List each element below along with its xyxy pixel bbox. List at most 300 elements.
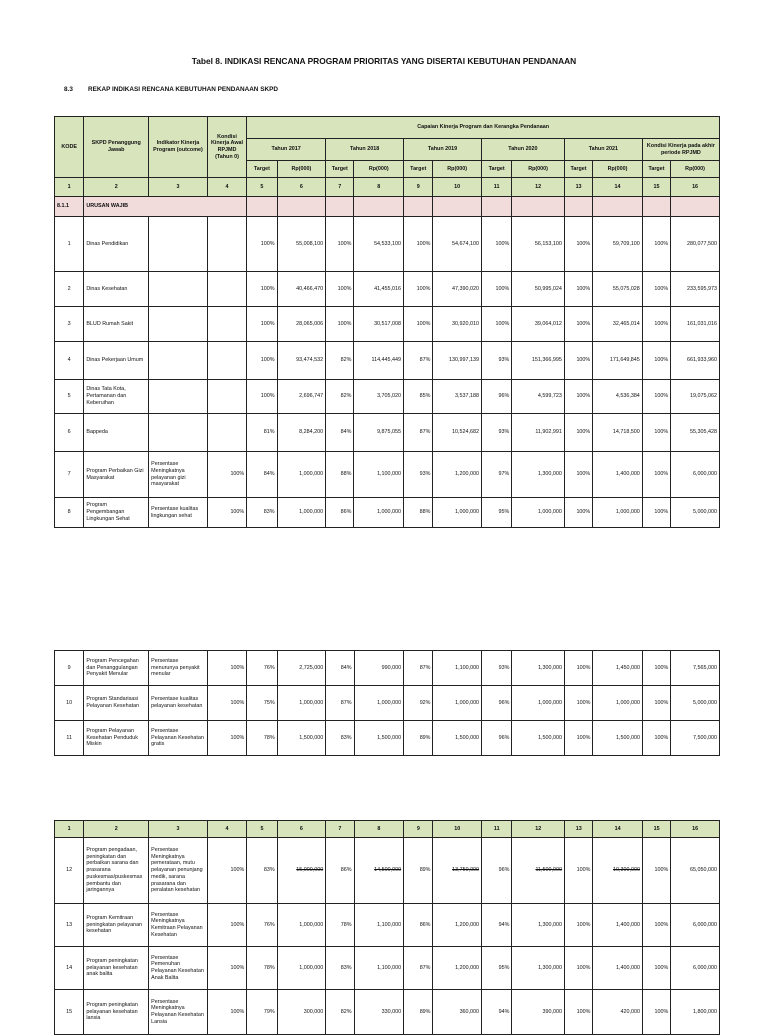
- budget-cell: 390,000: [512, 990, 565, 1035]
- column-number: 12: [512, 821, 565, 838]
- header-rp: Rp(000): [354, 161, 404, 178]
- header-capaian: Capaian Kinerja Program dan Kerangka Pendanaan: [247, 117, 720, 139]
- table-row: [55, 498, 720, 528]
- target-cell: 100%: [565, 904, 593, 947]
- target-cell: 83%: [247, 838, 277, 904]
- target-cell: 100%: [642, 651, 670, 686]
- header-year-2020: Tahun 2020: [481, 139, 564, 161]
- target-cell: 82%: [326, 380, 354, 414]
- budget-cell: 114,445,449: [354, 342, 404, 380]
- table-row: [55, 651, 720, 686]
- column-number: 14: [593, 178, 643, 197]
- target-cell: 100%: [565, 838, 593, 904]
- budget-cell: 11,902,991: [512, 414, 565, 452]
- skpd-cell: Program peningkatan pelayanan kesehatan anak balita: [84, 947, 149, 990]
- target-cell: 100%: [565, 990, 593, 1035]
- column-number: 5: [247, 178, 277, 197]
- target-cell: 81%: [247, 414, 277, 452]
- budget-cell: 56,153,100: [512, 217, 565, 272]
- column-number: 15: [642, 178, 670, 197]
- indicator-cell: Persentase menurunya penyakit menular: [149, 651, 208, 686]
- column-number: 3: [149, 821, 208, 838]
- target-cell: 100%: [247, 342, 277, 380]
- row-number: 6: [55, 414, 84, 452]
- budget-cell: 1,000,000: [277, 498, 326, 528]
- budget-cell: 1,100,000: [354, 947, 404, 990]
- target-cell: 100%: [642, 307, 670, 342]
- baseline-cell: [207, 307, 246, 342]
- target-cell: 100%: [642, 414, 670, 452]
- header-target: Target: [404, 161, 433, 178]
- target-cell: 83%: [326, 721, 354, 756]
- target-cell: 85%: [404, 380, 433, 414]
- target-cell: 96%: [482, 838, 512, 904]
- table-row: [55, 904, 720, 947]
- budget-cell: 19,075,062: [671, 380, 720, 414]
- row-number: 11: [55, 721, 84, 756]
- row-number: 13: [55, 904, 84, 947]
- target-cell: 100%: [247, 272, 277, 307]
- row-number: 10: [55, 686, 84, 721]
- budget-cell: 1,000,000: [593, 686, 643, 721]
- indicator-cell: Persentase Pelayanan Kesehatan gratis: [149, 721, 208, 756]
- row-number: 4: [55, 342, 84, 380]
- indicator-cell: Persentase Pemenuhan Pelayanan Kesehatan Anak Balita: [149, 947, 208, 990]
- budget-cell: 6,000,000: [671, 904, 720, 947]
- skpd-cell: Program Kemitraan peningkatan pelayanan kesehatan: [84, 904, 149, 947]
- table-row: [55, 342, 720, 380]
- row-number: 7: [55, 452, 84, 498]
- baseline-cell: [207, 217, 246, 272]
- budget-cell: 1,000,000: [512, 498, 565, 528]
- target-cell: 100%: [564, 414, 592, 452]
- target-cell: 100%: [565, 686, 593, 721]
- baseline-cell: 100%: [207, 452, 246, 498]
- table-row: [55, 947, 720, 990]
- row-number: 12: [55, 838, 84, 904]
- target-cell: 82%: [326, 342, 354, 380]
- budget-cell: 15,000,000: [277, 838, 326, 904]
- budget-cell: 1,100,000: [354, 904, 404, 947]
- budget-cell: 1,000,000: [433, 498, 482, 528]
- header-rp: Rp(000): [593, 161, 643, 178]
- target-cell: 97%: [481, 452, 511, 498]
- target-cell: 83%: [247, 498, 277, 528]
- target-cell: 84%: [326, 414, 354, 452]
- target-cell: 93%: [404, 452, 433, 498]
- target-cell: 76%: [247, 904, 277, 947]
- target-cell: 83%: [326, 947, 354, 990]
- header-rp: Rp(000): [433, 161, 482, 178]
- target-cell: 92%: [404, 686, 433, 721]
- table-row: [55, 452, 720, 498]
- budget-cell: 1,500,000: [433, 721, 482, 756]
- target-cell: 96%: [481, 380, 511, 414]
- target-cell: 76%: [247, 651, 277, 686]
- budget-cell: 7,500,000: [671, 721, 720, 756]
- budget-cell: 40,466,470: [277, 272, 326, 307]
- target-cell: 100%: [404, 272, 433, 307]
- target-cell: 94%: [482, 904, 512, 947]
- target-cell: 100%: [564, 380, 592, 414]
- baseline-cell: [207, 342, 246, 380]
- header-kondisi-awal: Kondisi Kinerja Awal RPJMD (Tahun 0): [207, 117, 246, 178]
- row-number: 2: [55, 272, 84, 307]
- column-number: 3: [149, 178, 208, 197]
- target-cell: 93%: [482, 651, 512, 686]
- budget-cell: 93,474,532: [277, 342, 326, 380]
- skpd-cell: Dinas Pekerjaan Umum: [84, 342, 149, 380]
- column-number: 6: [277, 821, 326, 838]
- row-number: 1: [55, 217, 84, 272]
- target-cell: 88%: [404, 498, 433, 528]
- target-cell: 100%: [404, 217, 433, 272]
- skpd-cell: Program Standarisasi Pelayanan Kesehatan: [84, 686, 149, 721]
- column-number: 5: [247, 821, 277, 838]
- header-skpd: SKPD Penanggung Jawab: [84, 117, 149, 178]
- header-kondisi-akhir: Kondisi Kinerja pada akhir periode RPJMD: [642, 139, 719, 161]
- column-number: 14: [593, 821, 643, 838]
- column-number: 8: [354, 821, 404, 838]
- budget-cell: 161,031,016: [671, 307, 720, 342]
- target-cell: 86%: [404, 904, 433, 947]
- target-cell: 100%: [564, 342, 592, 380]
- budget-cell: 1,000,000: [433, 686, 482, 721]
- budget-cell: 54,533,100: [354, 217, 404, 272]
- budget-cell: 171,649,845: [593, 342, 643, 380]
- budget-cell: 11,500,000: [512, 838, 565, 904]
- target-cell: 86%: [326, 838, 354, 904]
- column-number: 13: [565, 821, 593, 838]
- skpd-cell: Program Pencegahan dan Penanggulangan Penyakit Menular: [84, 651, 149, 686]
- table-continued: [54, 650, 720, 756]
- target-cell: 100%: [564, 307, 592, 342]
- row-number: 5: [55, 380, 84, 414]
- target-cell: 100%: [564, 272, 592, 307]
- baseline-cell: 100%: [207, 498, 246, 528]
- budget-cell: 661,933,960: [671, 342, 720, 380]
- target-cell: 87%: [404, 947, 433, 990]
- budget-cell: 5,000,000: [671, 498, 720, 528]
- budget-cell: 1,800,000: [671, 990, 720, 1035]
- target-cell: 100%: [564, 217, 592, 272]
- column-number: 16: [671, 821, 720, 838]
- column-number: 9: [404, 821, 433, 838]
- target-cell: 100%: [642, 721, 670, 756]
- target-cell: 100%: [481, 272, 511, 307]
- target-cell: 100%: [642, 904, 670, 947]
- indicator-cell: Persentase Meningkatnya pemerataan, mutu pelayanan penunjang medik, sarana prasarana dan peralatan kesehatan: [149, 838, 208, 904]
- budget-cell: 4,599,723: [512, 380, 565, 414]
- budget-cell: 28,065,006: [277, 307, 326, 342]
- budget-cell: 1,300,000: [512, 904, 565, 947]
- table-row: [55, 838, 720, 904]
- budget-cell: 1,500,000: [277, 721, 326, 756]
- budget-cell: 10,524,682: [433, 414, 482, 452]
- column-number: 7: [326, 178, 354, 197]
- target-cell: 84%: [247, 452, 277, 498]
- column-number: 11: [481, 178, 511, 197]
- budget-cell: 4,536,384: [593, 380, 643, 414]
- budget-cell: 1,000,000: [277, 947, 326, 990]
- budget-cell: 1,500,000: [593, 721, 643, 756]
- row-number: 8: [55, 498, 84, 528]
- baseline-cell: 100%: [207, 947, 246, 990]
- baseline-cell: 100%: [207, 838, 246, 904]
- budget-cell: 55,305,428: [671, 414, 720, 452]
- baseline-cell: 100%: [207, 686, 246, 721]
- budget-cell: 1,200,000: [433, 904, 482, 947]
- target-cell: 100%: [565, 947, 593, 990]
- budget-cell: 9,875,055: [354, 414, 404, 452]
- target-cell: 86%: [326, 498, 354, 528]
- column-number: 2: [84, 821, 149, 838]
- budget-cell: 1,200,000: [433, 452, 482, 498]
- target-cell: 87%: [404, 414, 433, 452]
- budget-cell: 6,000,000: [671, 947, 720, 990]
- target-cell: 87%: [326, 686, 354, 721]
- indicator-cell: Persentase kualitas lingkungan sehat: [149, 498, 208, 528]
- budget-cell: 30,517,008: [354, 307, 404, 342]
- budget-cell: 1,500,000: [354, 721, 404, 756]
- budget-cell: 32,465,014: [593, 307, 643, 342]
- budget-cell: 151,366,995: [512, 342, 565, 380]
- target-cell: 100%: [326, 217, 354, 272]
- target-cell: 100%: [642, 838, 670, 904]
- skpd-cell: Program pengadaan, peningkatan dan perbaikan sarana dan prasarana puskesmas/puskesmas pembantu dan jaringannya: [84, 838, 149, 904]
- column-number: 1: [55, 178, 84, 197]
- target-cell: 100%: [642, 452, 670, 498]
- budget-cell: 8,284,200: [277, 414, 326, 452]
- row-number: 3: [55, 307, 84, 342]
- target-cell: 100%: [642, 947, 670, 990]
- header-kode: KODE: [55, 117, 84, 178]
- header-target: Target: [326, 161, 354, 178]
- skpd-cell: BLUD Rumah Sakit: [84, 307, 149, 342]
- column-number: 4: [207, 821, 246, 838]
- budget-cell: 1,300,000: [512, 452, 565, 498]
- budget-cell: 10,300,000: [593, 838, 643, 904]
- baseline-cell: [207, 272, 246, 307]
- budget-cell: 1,000,000: [277, 904, 326, 947]
- table-row: [55, 414, 720, 452]
- budget-cell: 330,000: [354, 990, 404, 1035]
- header-target: Target: [564, 161, 592, 178]
- indicator-cell: [149, 217, 208, 272]
- budget-cell: 5,000,000: [671, 686, 720, 721]
- budget-cell: 1,000,000: [512, 686, 565, 721]
- budget-cell: 6,000,000: [671, 452, 720, 498]
- budget-cell: 65,050,000: [671, 838, 720, 904]
- header-year-2021: Tahun 2021: [564, 139, 642, 161]
- indicator-cell: Persentase Meningkatnya Pelayanan Kesehatan Lansia: [149, 990, 208, 1035]
- indicator-cell: Persentase Meningkatnya pelayanan gizi masyarakat: [149, 452, 208, 498]
- row-number: 14: [55, 947, 84, 990]
- budget-cell: 2,725,000: [277, 651, 326, 686]
- budget-cell: 1,300,000: [512, 947, 565, 990]
- budget-cell: 1,000,000: [354, 686, 404, 721]
- budget-cell: 1,500,000: [512, 721, 565, 756]
- column-number: 10: [433, 821, 482, 838]
- budget-cell: 50,995,024: [512, 272, 565, 307]
- budget-cell: 1,200,000: [433, 947, 482, 990]
- indicator-cell: Persentase Meningkatnya Kemitraan Pelayanan Kesehatan: [149, 904, 208, 947]
- indicator-cell: [149, 272, 208, 307]
- target-cell: 82%: [326, 990, 354, 1035]
- target-cell: 89%: [404, 990, 433, 1035]
- budget-cell: 233,595,973: [671, 272, 720, 307]
- column-number: 7: [326, 821, 354, 838]
- budget-cell: 1,400,000: [593, 904, 643, 947]
- target-cell: 100%: [247, 307, 277, 342]
- target-cell: 75%: [247, 686, 277, 721]
- baseline-cell: [207, 380, 246, 414]
- target-cell: 78%: [326, 904, 354, 947]
- indicator-cell: [149, 380, 208, 414]
- budget-cell: 360,000: [433, 990, 482, 1035]
- column-number: 12: [512, 178, 565, 197]
- target-cell: 95%: [481, 498, 511, 528]
- budget-cell: 14,718,500: [593, 414, 643, 452]
- column-number: 9: [404, 178, 433, 197]
- budget-cell: 280,077,500: [671, 217, 720, 272]
- section-text: REKAP INDIKASI RENCANA KEBUTUHAN PENDANAAN SKPD: [88, 86, 278, 93]
- row-number: 15: [55, 990, 84, 1035]
- header-rp: Rp(000): [277, 161, 326, 178]
- skpd-cell: Dinas Tata Kota, Pertamanan dan Keberuihan: [84, 380, 149, 414]
- column-number: 8: [354, 178, 404, 197]
- column-number: 13: [564, 178, 592, 197]
- target-cell: 78%: [247, 947, 277, 990]
- urusan-kode: 8.1.1: [55, 197, 84, 217]
- header-rp: Rp(000): [512, 161, 565, 178]
- target-cell: 100%: [642, 217, 670, 272]
- column-number: 15: [642, 821, 670, 838]
- target-cell: 87%: [404, 651, 433, 686]
- budget-cell: 47,390,020: [433, 272, 482, 307]
- budget-cell: 1,000,000: [277, 686, 326, 721]
- target-cell: 93%: [481, 414, 511, 452]
- column-number: 4: [207, 178, 246, 197]
- table-row: [55, 272, 720, 307]
- budget-cell: 59,709,100: [593, 217, 643, 272]
- budget-cell: 30,920,010: [433, 307, 482, 342]
- budget-cell: 13,750,000: [433, 838, 482, 904]
- target-cell: 78%: [247, 721, 277, 756]
- target-cell: 89%: [404, 721, 433, 756]
- indicator-cell: [149, 414, 208, 452]
- page-title: Tabel 8. INDIKASI RENCANA PROGRAM PRIORITAS YANG DISERTAI KEBUTUHAN PENDANAAN: [191, 56, 577, 66]
- budget-cell: 1,450,000: [593, 651, 643, 686]
- target-cell: 100%: [481, 307, 511, 342]
- table-row: [55, 217, 720, 272]
- target-cell: 87%: [404, 342, 433, 380]
- skpd-cell: Program Perbaikan Gizi Masyarakat: [84, 452, 149, 498]
- table-continued-2: [54, 820, 720, 1035]
- budget-cell: 1,400,000: [593, 947, 643, 990]
- header-target: Target: [642, 161, 670, 178]
- budget-cell: 3,705,020: [354, 380, 404, 414]
- column-number: 6: [277, 178, 326, 197]
- target-cell: 100%: [642, 342, 670, 380]
- budget-cell: 2,696,747: [277, 380, 326, 414]
- budget-cell: 420,000: [593, 990, 643, 1035]
- target-cell: 84%: [326, 651, 354, 686]
- header-year-2017: Tahun 2017: [247, 139, 326, 161]
- column-number: 16: [671, 178, 720, 197]
- baseline-cell: [207, 414, 246, 452]
- target-cell: 100%: [565, 651, 593, 686]
- target-cell: 100%: [326, 272, 354, 307]
- target-cell: 100%: [247, 380, 277, 414]
- indicator-cell: Persentase kualitas pelayanan kesehatan: [149, 686, 208, 721]
- target-cell: 88%: [326, 452, 354, 498]
- skpd-cell: Program Pengembangan Lingkungan Sehat: [84, 498, 149, 528]
- column-number: 2: [84, 178, 149, 197]
- column-number: 11: [482, 821, 512, 838]
- target-cell: 100%: [642, 380, 670, 414]
- baseline-cell: 100%: [207, 904, 246, 947]
- header-target: Target: [247, 161, 277, 178]
- budget-cell: 1,100,000: [354, 452, 404, 498]
- indicator-cell: [149, 307, 208, 342]
- skpd-cell: Program peningkatan pelayanan kesehatan lansia: [84, 990, 149, 1035]
- target-cell: 79%: [247, 990, 277, 1035]
- header-year-2018: Tahun 2018: [326, 139, 404, 161]
- table-main: [54, 116, 720, 528]
- table-row: [55, 307, 720, 342]
- budget-cell: 3,537,188: [433, 380, 482, 414]
- table-row: [55, 380, 720, 414]
- budget-cell: 1,000,000: [593, 498, 643, 528]
- target-cell: 100%: [564, 452, 592, 498]
- skpd-cell: Program Pelayanan Kesehatan Penduduk Miskin: [84, 721, 149, 756]
- row-number: 9: [55, 651, 84, 686]
- budget-cell: 130,997,139: [433, 342, 482, 380]
- header-target: Target: [481, 161, 511, 178]
- budget-cell: 1,300,000: [512, 651, 565, 686]
- baseline-cell: 100%: [207, 651, 246, 686]
- skpd-cell: Dinas Pendidikan: [84, 217, 149, 272]
- target-cell: 94%: [482, 990, 512, 1035]
- budget-cell: 1,100,000: [433, 651, 482, 686]
- budget-cell: 1,400,000: [593, 452, 643, 498]
- skpd-cell: Dinas Kesehatan: [84, 272, 149, 307]
- baseline-cell: 100%: [207, 721, 246, 756]
- target-cell: 100%: [642, 498, 670, 528]
- budget-cell: 7,565,000: [671, 651, 720, 686]
- header-rp: Rp(000): [671, 161, 720, 178]
- target-cell: 100%: [565, 721, 593, 756]
- budget-cell: 55,008,100: [277, 217, 326, 272]
- baseline-cell: 100%: [207, 990, 246, 1035]
- target-cell: 100%: [564, 498, 592, 528]
- column-number: 1: [55, 821, 84, 838]
- indicator-cell: [149, 342, 208, 380]
- budget-cell: 41,455,016: [354, 272, 404, 307]
- skpd-cell: Bappeda: [84, 414, 149, 452]
- target-cell: 93%: [481, 342, 511, 380]
- target-cell: 100%: [642, 990, 670, 1035]
- target-cell: 96%: [482, 686, 512, 721]
- target-cell: 95%: [482, 947, 512, 990]
- budget-cell: 39,064,012: [512, 307, 565, 342]
- budget-cell: 300,000: [277, 990, 326, 1035]
- budget-cell: 55,075,028: [593, 272, 643, 307]
- table-row: [55, 721, 720, 756]
- header-year-2019: Tahun 2019: [404, 139, 482, 161]
- table-row: [55, 686, 720, 721]
